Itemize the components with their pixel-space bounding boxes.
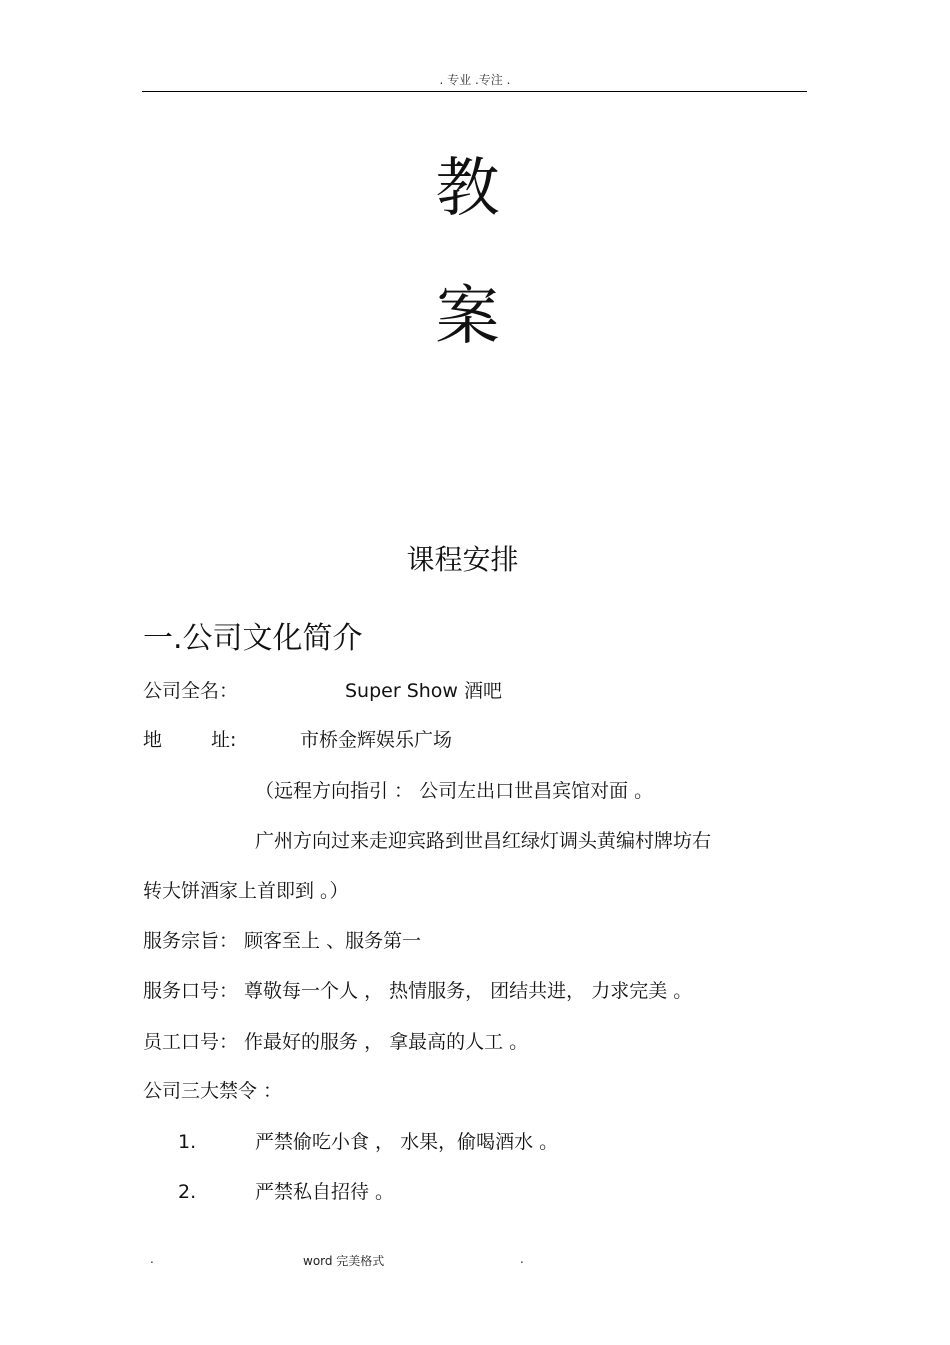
- header-divider: [142, 91, 807, 92]
- footer-right-mark: .: [520, 1252, 524, 1266]
- list-item-number: 2.: [178, 1181, 197, 1203]
- course-schedule-title: 课程安排: [406, 543, 519, 576]
- footer-left-mark: .: [150, 1252, 154, 1266]
- prohibitions-heading: 公司三大禁令 ：: [143, 1080, 283, 1102]
- footer-text: word 完美格式: [303, 1254, 385, 1268]
- address-value: 市桥金辉娱乐广场: [300, 729, 453, 751]
- title-char-1: 教: [435, 152, 500, 226]
- service-purpose: 服务宗旨： 顾客至上 、服务第一: [143, 930, 422, 952]
- page-header: . 专业 .专注 .: [439, 73, 511, 87]
- directions-line-2: 广州方向过来走迎宾路到世昌红绿灯调头黄编村牌坊右: [255, 830, 712, 852]
- address-label-a: 地: [143, 729, 163, 751]
- section-heading: 一.公司文化简介: [143, 621, 363, 656]
- list-item-number: 1.: [178, 1131, 197, 1153]
- list-item: 严禁私自招待 。: [255, 1181, 395, 1203]
- company-name-value: Super Show 酒吧: [345, 680, 503, 702]
- company-name-label: 公司全名：: [143, 680, 239, 702]
- directions-line-1: （远程方向指引 ： 公司左出口世昌宾馆对面 。: [255, 780, 654, 802]
- directions-line-3: 转大饼酒家上首即到 。）: [143, 880, 349, 902]
- list-item: 严禁偷吃小食 ， 水果，偷喝酒水 。: [255, 1131, 559, 1153]
- service-slogan: 服务口号： 尊敬每一个人 ， 热情服务， 团结共进， 力求完美 。: [143, 980, 693, 1002]
- address-label-b: 址:: [211, 729, 237, 751]
- staff-slogan: 员工口号： 作最好的服务 ， 拿最高的人工 。: [143, 1031, 529, 1053]
- title-char-2: 案: [435, 280, 500, 354]
